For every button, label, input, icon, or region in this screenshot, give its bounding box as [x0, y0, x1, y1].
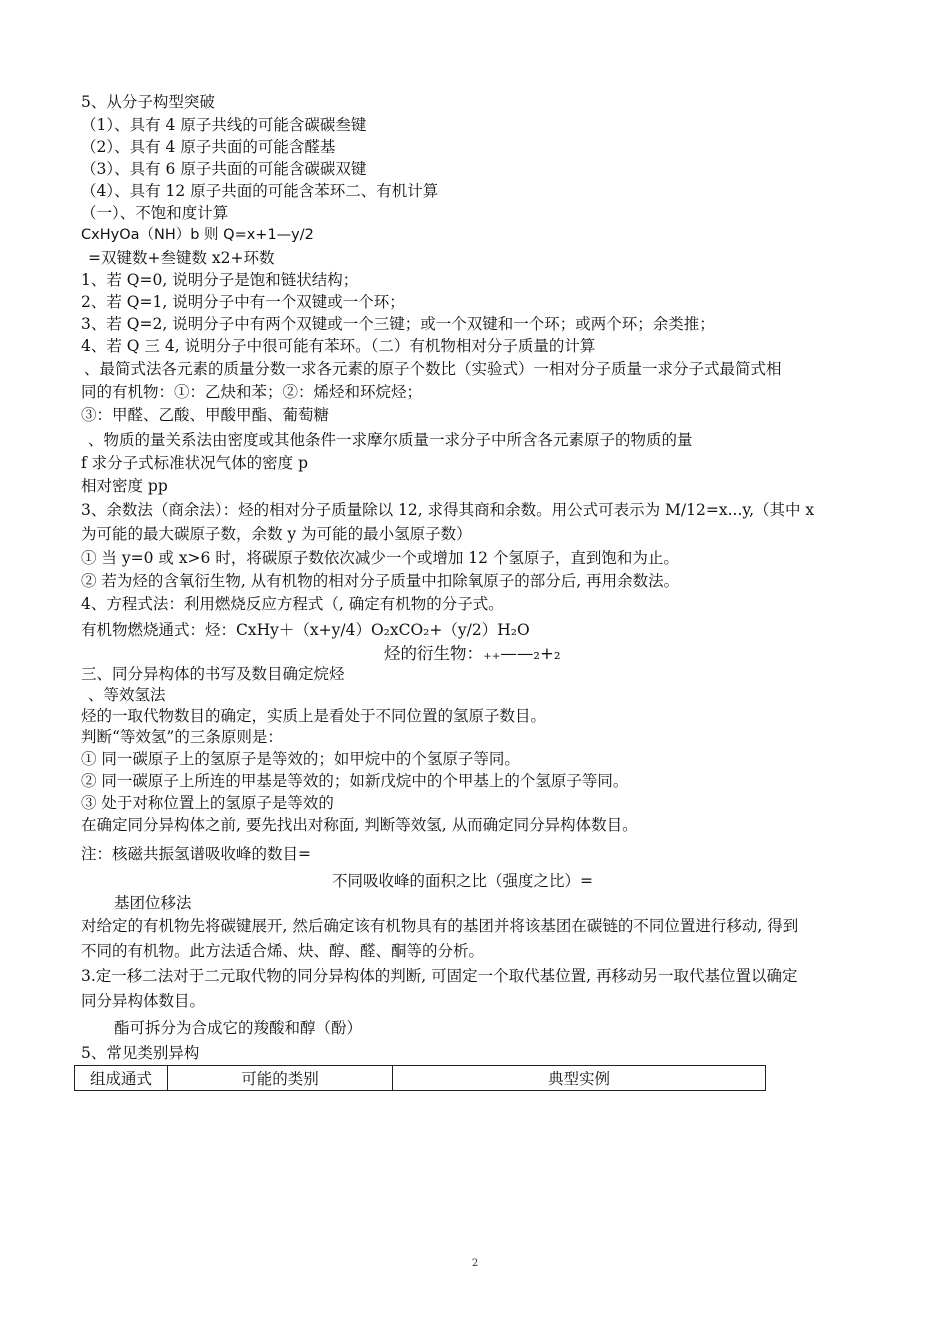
text-line: （一）、不饱和度计算: [81, 204, 229, 222]
text-line: 为可能的最大碳原子数，余数 y 为可能的最小氢原子数）: [81, 525, 472, 543]
text-line: 不同的有机物。此方法适合烯、炔、醇、醛、酮等的分析。: [81, 942, 485, 960]
list-item: ② 若为烃的含氧衍生物, 从有机物的相对分子质量中扣除氧原子的部分后, 再用余数法。: [81, 572, 680, 590]
section-heading: 5、常见类别异构: [81, 1044, 200, 1062]
list-item: ① 当 y=0 或 x>6 时，将碳原子数依次减少一个或增加 12 个氢原子，直到饱和为止。: [81, 549, 679, 567]
text-line: 4、方程式法：利用燃烧反应方程式（, 确定有机物的分子式。: [81, 595, 504, 613]
text-line: ③：甲醛、乙酸、甲酸甲酯、葡萄糖: [81, 406, 330, 424]
text-line: 1、若 Q=0, 说明分子是饱和链状结构；: [81, 271, 359, 289]
text-line: 4、若 Q 三 4, 说明分子中很可能有苯环。（二）有机物相对分子质量的计算: [81, 337, 596, 355]
section-heading: 三、同分异构体的书写及数目确定烷烃: [81, 665, 345, 683]
text-line: 3、余数法（商余法）：烃的相对分子质量除以 12, 求得其商和余数。用公式可表示为 M/12=x...y,（其中 x: [81, 501, 815, 519]
text-line: 3、若 Q=2, 说明分子中有两个双键或一个三键；或一个双键和一个环；或两个环；余类推；: [81, 315, 715, 333]
section-heading: 5、从分子构型突破: [81, 93, 215, 111]
text-line: 、等效氢法: [88, 686, 166, 704]
formula-line: =双键数+叁键数 x2+环数: [88, 249, 275, 267]
text-line: 相对密度 pp: [81, 477, 168, 495]
text-line: 同的有机物：①：乙炔和苯；②：烯烃和环烷烃；: [81, 383, 423, 401]
text-line: （2）、具有 4 原子共面的可能含醛基: [81, 138, 336, 156]
text-line: 2、若 Q=1, 说明分子中有一个双键或一个环；: [81, 293, 405, 311]
text-line: （3）、具有 6 原子共面的可能含碳碳双键: [81, 160, 367, 178]
text-line: 、物质的量关系法由密度或其他条件一求摩尔质量一求分子中所含各元素原子的物质的量: [88, 431, 693, 449]
text-line: f 求分子式标准状况气体的密度 p: [81, 454, 309, 472]
page-number: 2: [471, 1258, 479, 1269]
list-item: ② 同一碳原子上所连的甲基是等效的；如新戊烷中的个甲基上的个氢原子等同。: [81, 772, 629, 790]
text-line: 注：核磁共振氢谱吸收峰的数目=: [81, 845, 311, 863]
list-item: ③ 处于对称位置上的氢原子是等效的: [81, 794, 334, 812]
text-line: 、最简式法各元素的质量分数一求各元素的原子个数比（实验式）一相对分子质量一求分子式最简式相: [84, 360, 782, 378]
text-line: （4）、具有 12 原子共面的可能含苯环二、有机计算: [81, 182, 439, 200]
text-line: 不同吸收峰的面积之比（强度之比）=: [332, 872, 593, 890]
table-header-formula: 组成通式: [75, 1066, 168, 1090]
text-line: 对给定的有机物先将碳键展开, 然后确定该有机物具有的基团并将该基团在碳链的不同位置进行移动, 得到: [81, 917, 799, 935]
table-header-category: 可能的类别: [168, 1066, 393, 1090]
formula-line: 烃的衍生物：₊₊——₂+₂: [384, 644, 561, 663]
text-line: 基团位移法: [114, 894, 192, 912]
text-line: 判断“等效氢”的三条原则是：: [81, 728, 283, 746]
text-line: （1）、具有 4 原子共线的可能含碳碳叁键: [81, 116, 367, 134]
isomer-table: [74, 1065, 766, 1091]
text-line: 3.定一移二法对于二元取代物的同分异构体的判断, 可固定一个取代基位置, 再移动另一取代基位置以确定: [81, 967, 798, 985]
text-line: 酯可拆分为合成它的羧酸和醇（酚）: [114, 1019, 363, 1037]
table-header-example: 典型实例: [547, 1070, 610, 1088]
text-line: 同分异构体数目。: [81, 992, 206, 1010]
formula-line: 有机物燃烧通式：烃：CxHy＋（x+y/4）O₂xCO₂+（y/2）H₂O: [81, 621, 530, 639]
formula-line: CxHyOa（NH）b 则 Q=x+1—y/2: [81, 227, 314, 243]
text-line: 在确定同分异构体之前, 要先找出对称面, 判断等效氢, 从而确定同分异构体数目。: [81, 816, 638, 834]
list-item: ① 同一碳原子上的氢原子是等效的；如甲烷中的个氢原子等同。: [81, 750, 520, 768]
text-line: 烃的一取代物数目的确定，实质上是看处于不同位置的氢原子数目。: [81, 707, 547, 725]
